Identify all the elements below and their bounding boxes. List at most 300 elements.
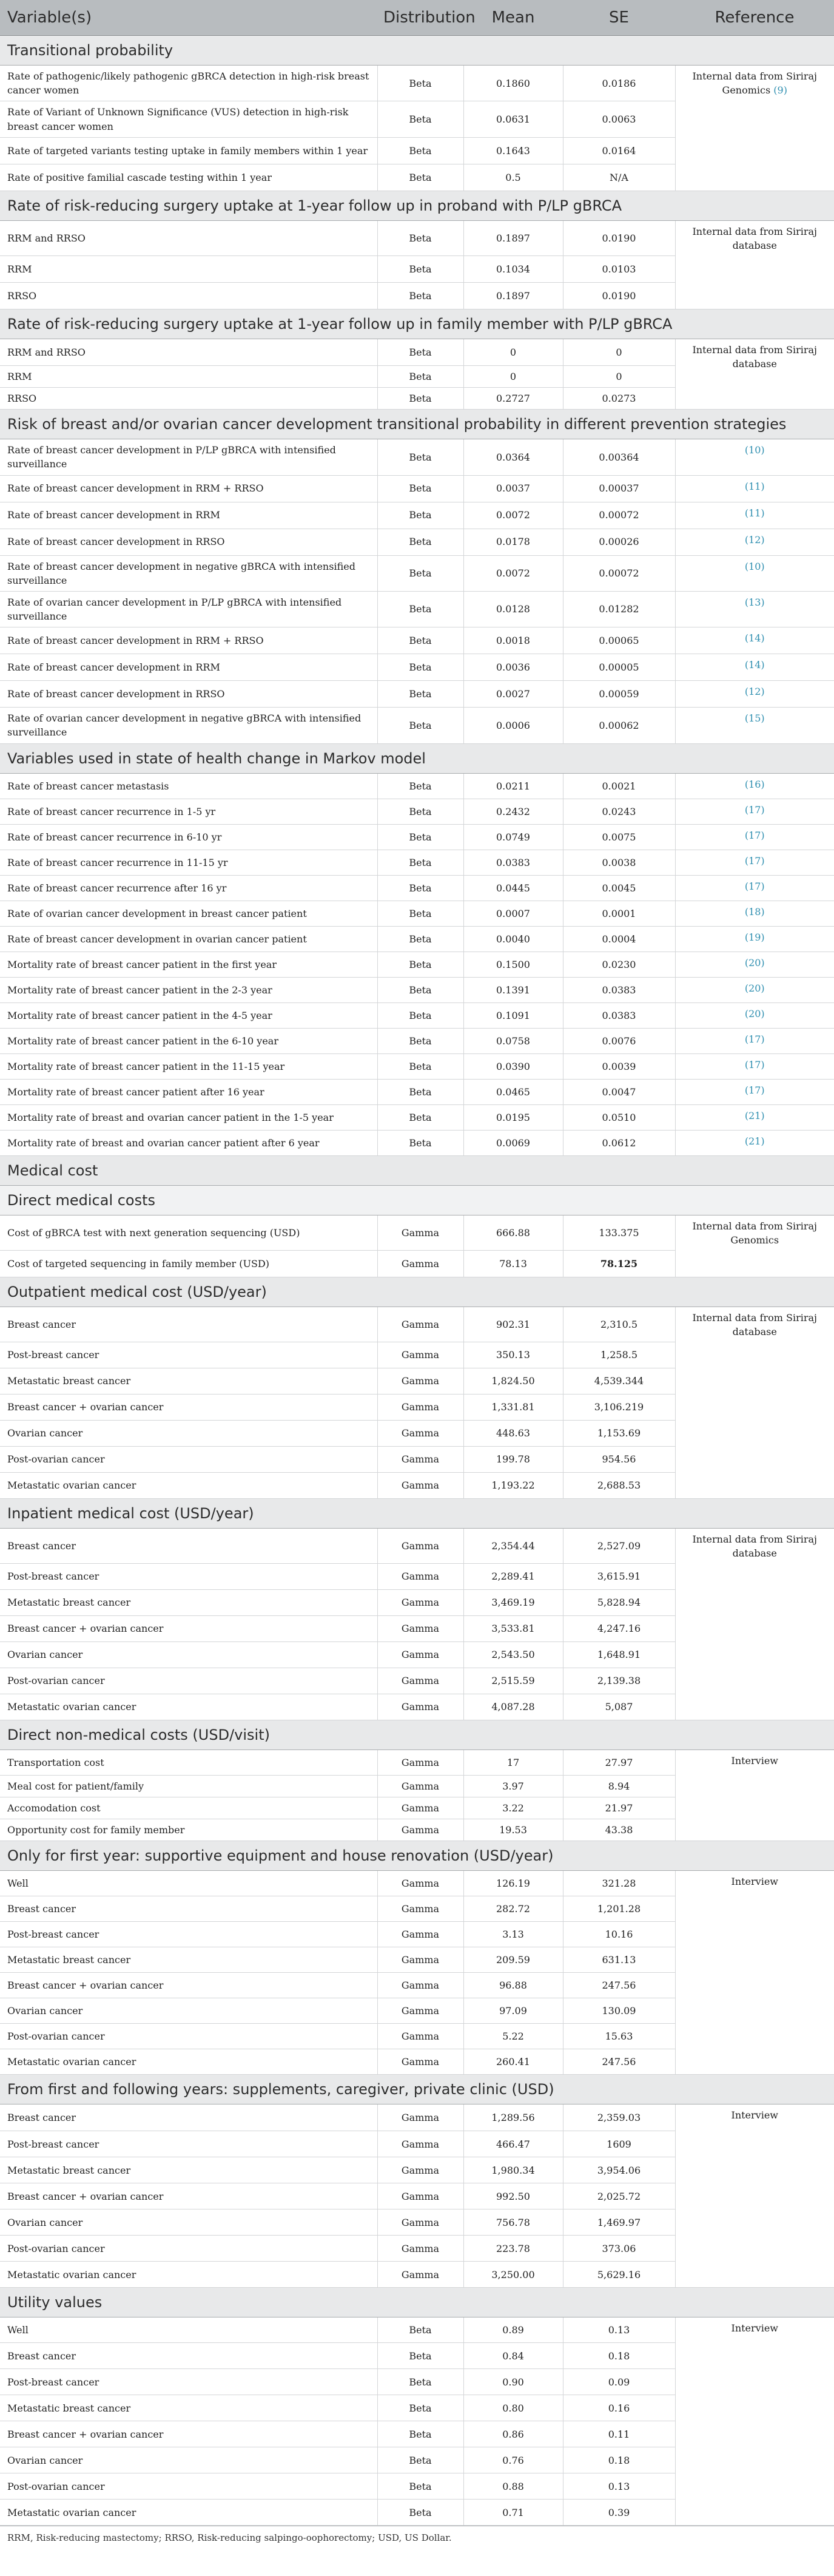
variable-cell: Post-breast cancer — [0, 2131, 377, 2157]
se-cell: 0.0243 — [563, 799, 675, 824]
reference-cell — [675, 850, 834, 875]
mean-cell: 209.59 — [463, 1947, 563, 1973]
se-cell: 0 — [563, 365, 675, 387]
distribution-cell: Beta — [377, 977, 463, 1002]
variable-cell: RRM — [0, 365, 377, 387]
mean-cell: 0.1091 — [463, 1002, 563, 1028]
reference-cell: Internal data from Siriraj Genomics (9) — [675, 66, 834, 191]
reference-cell — [675, 1130, 834, 1155]
variable-cell: Rate of breast cancer development in ovarian cancer patient — [0, 926, 377, 952]
se-cell: 2,310.5 — [563, 1307, 675, 1342]
header-reference: Reference — [675, 0, 834, 36]
distribution-cell: Beta — [377, 824, 463, 850]
section-title: Medical cost — [0, 1155, 834, 1185]
variable-cell: Rate of breast cancer development in negative gBRCA with intensified surveillance — [0, 555, 377, 591]
table-row — [0, 654, 834, 681]
mean-cell: 282.72 — [463, 1896, 563, 1922]
distribution-cell: Beta — [377, 164, 463, 191]
se-cell: 0.0510 — [563, 1104, 675, 1130]
citation-link[interactable]: (21) — [744, 1135, 765, 1147]
citation-link[interactable]: (17) — [744, 1033, 765, 1045]
mean-cell: 0.0072 — [463, 502, 563, 529]
se-cell: 1609 — [563, 2131, 675, 2157]
mean-cell: 0.90 — [463, 2369, 563, 2395]
mean-cell: 1,193.22 — [463, 1472, 563, 1498]
variable-cell: Rate of ovarian cancer development in negative gBRCA with intensified surveillance — [0, 708, 377, 743]
distribution-cell: Gamma — [377, 1307, 463, 1342]
mean-cell: 0.0007 — [463, 901, 563, 926]
distribution-cell: Gamma — [377, 1694, 463, 1720]
se-cell: 21.97 — [563, 1797, 675, 1819]
variable-cell: Rate of breast cancer development in RRM + RRSO — [0, 627, 377, 654]
reference-cell — [675, 952, 834, 977]
distribution-cell: Beta — [377, 282, 463, 309]
table-row — [0, 220, 834, 255]
reference-cell — [675, 439, 834, 475]
variable-cell: Transportation cost — [0, 1749, 377, 1775]
distribution-cell: Gamma — [377, 1250, 463, 1277]
se-cell: 2,359.03 — [563, 2104, 675, 2131]
mean-cell: 1,289.56 — [463, 2104, 563, 2131]
variable-cell: Post-breast cancer — [0, 2369, 377, 2395]
distribution-cell: Beta — [377, 2343, 463, 2369]
distribution-cell: Beta — [377, 101, 463, 137]
variable-cell: Mortality rate of breast cancer patient in the 11-15 year — [0, 1053, 377, 1079]
variable-cell: Post-ovarian cancer — [0, 2473, 377, 2500]
variable-cell: Rate of positive familial cascade testing within 1 year — [0, 164, 377, 191]
distribution-cell: Gamma — [377, 1589, 463, 1615]
distribution-cell: Gamma — [377, 1615, 463, 1641]
distribution-cell: Beta — [377, 502, 463, 529]
distribution-cell: Gamma — [377, 1896, 463, 1922]
distribution-cell: Beta — [377, 1079, 463, 1104]
mean-cell: 126.19 — [463, 1871, 563, 1896]
se-cell: 0.0190 — [563, 282, 675, 309]
se-cell: 0.0383 — [563, 977, 675, 1002]
reference-cell: Internal data from Siriraj database — [675, 1528, 834, 1720]
reference-cell — [675, 529, 834, 555]
citation-link[interactable]: (17) — [744, 880, 765, 892]
mean-cell: 0.0006 — [463, 708, 563, 743]
variable-cell: Post-ovarian cancer — [0, 1446, 377, 1472]
distribution-cell: Gamma — [377, 2183, 463, 2209]
table-row — [0, 1749, 834, 1775]
mean-cell: 0.1860 — [463, 66, 563, 101]
variable-cell: Breast cancer + ovarian cancer — [0, 1615, 377, 1641]
se-cell: 5,629.16 — [563, 2262, 675, 2288]
reference-cell: Internal data from Siriraj Genomics — [675, 1215, 834, 1277]
variable-cell: Accomodation cost — [0, 1797, 377, 1819]
reference-cell — [675, 926, 834, 952]
table-row — [0, 875, 834, 901]
citation-link[interactable]: (10) — [744, 560, 765, 572]
distribution-cell: Beta — [377, 66, 463, 101]
mean-cell: 0.1034 — [463, 255, 563, 282]
mean-cell: 96.88 — [463, 1973, 563, 1998]
variable-cell: Breast cancer — [0, 2104, 377, 2131]
reference-cell — [675, 1028, 834, 1053]
section-header — [0, 1155, 834, 1185]
table-row — [0, 555, 834, 591]
citation-link[interactable]: (19) — [744, 931, 765, 943]
distribution-cell: Gamma — [377, 1947, 463, 1973]
reference-cell: Interview — [675, 1749, 834, 1841]
citation-link[interactable]: (20) — [744, 956, 765, 969]
se-cell: 321.28 — [563, 1871, 675, 1896]
distribution-cell: Beta — [377, 2421, 463, 2447]
reference-cell: Internal data from Siriraj database — [675, 220, 834, 309]
variable-cell: Post-breast cancer — [0, 1563, 377, 1589]
table-row — [0, 1871, 834, 1896]
citation-link[interactable]: (15) — [744, 712, 765, 725]
se-cell: 0.00059 — [563, 681, 675, 708]
distribution-cell: Gamma — [377, 1446, 463, 1472]
mean-cell: 2,515.59 — [463, 1668, 563, 1694]
distribution-cell: Beta — [377, 339, 463, 365]
se-cell: 0.0021 — [563, 773, 675, 799]
se-cell: 631.13 — [563, 1947, 675, 1973]
variable-cell: Cost of gBRCA test with next generation sequencing (USD) — [0, 1215, 377, 1250]
se-cell: 133.375 — [563, 1215, 675, 1250]
header-mean: Mean — [463, 0, 563, 36]
reference-cell: Internal data from Siriraj database — [675, 339, 834, 409]
table-row — [0, 1215, 834, 1250]
distribution-cell: Gamma — [377, 1749, 463, 1775]
citation-link[interactable]: (12) — [744, 686, 765, 698]
reference-cell: Interview — [675, 2104, 834, 2288]
distribution-cell: Gamma — [377, 1394, 463, 1420]
reference-cell — [675, 1079, 834, 1104]
mean-cell: 0.0037 — [463, 475, 563, 502]
se-cell: 0.0612 — [563, 1130, 675, 1155]
variable-cell: Rate of breast cancer development in RRSO — [0, 681, 377, 708]
variable-cell: Post-ovarian cancer — [0, 1668, 377, 1694]
table-row — [0, 708, 834, 743]
variable-cell: Post-ovarian cancer — [0, 2024, 377, 2049]
table-row — [0, 339, 834, 365]
mean-cell: 0.0364 — [463, 439, 563, 475]
mean-cell: 17 — [463, 1749, 563, 1775]
table-row — [0, 773, 834, 799]
variable-cell: Rate of Variant of Unknown Significance (VUS) detection in high-risk breast cancer women — [0, 101, 377, 137]
mean-cell: 3,469.19 — [463, 1589, 563, 1615]
se-cell: 0.13 — [563, 2473, 675, 2500]
mean-cell: 4,087.28 — [463, 1694, 563, 1720]
section-title: Risk of breast and/or ovarian cancer development transitional probability in different prevention strategies — [0, 410, 834, 439]
se-cell: 2,527.09 — [563, 1528, 675, 1563]
se-cell: 1,153.69 — [563, 1420, 675, 1446]
mean-cell: 0.0128 — [463, 591, 563, 627]
variable-cell: Metastatic ovarian cancer — [0, 1472, 377, 1498]
reference-cell — [675, 708, 834, 743]
distribution-cell: Beta — [377, 926, 463, 952]
citation-link[interactable]: (20) — [744, 982, 765, 994]
distribution-cell: Beta — [377, 137, 463, 164]
citation-link[interactable]: (17) — [744, 854, 765, 867]
se-cell: 0.09 — [563, 2369, 675, 2395]
reference-cell: Interview — [675, 1871, 834, 2075]
se-cell: 5,087 — [563, 1694, 675, 1720]
variable-cell: Ovarian cancer — [0, 1641, 377, 1668]
distribution-cell: Beta — [377, 681, 463, 708]
distribution-cell: Beta — [377, 2317, 463, 2343]
table-row — [0, 952, 834, 977]
se-cell: 3,615.91 — [563, 1563, 675, 1589]
section-header — [0, 2288, 834, 2317]
variable-cell: Well — [0, 1871, 377, 1896]
table-row — [0, 850, 834, 875]
variable-cell: Metastatic breast cancer — [0, 1589, 377, 1615]
section-title: Rate of risk-reducing surgery uptake at 1-year follow up in family member with P/LP gBRCA — [0, 309, 834, 339]
mean-cell: 0.0465 — [463, 1079, 563, 1104]
se-cell: 3,106.219 — [563, 1394, 675, 1420]
citation-link[interactable]: (17) — [744, 829, 765, 841]
section-header — [0, 36, 834, 66]
section-title: Outpatient medical cost (USD/year) — [0, 1277, 834, 1307]
se-cell: 0.0103 — [563, 255, 675, 282]
mean-cell: 1,824.50 — [463, 1368, 563, 1394]
se-cell: 1,469.97 — [563, 2209, 675, 2236]
mean-cell: 0.0178 — [463, 529, 563, 555]
table-row — [0, 439, 834, 475]
mean-cell: 0.0072 — [463, 555, 563, 591]
reference-cell — [675, 627, 834, 654]
mean-cell: 199.78 — [463, 1446, 563, 1472]
se-cell: 373.06 — [563, 2236, 675, 2262]
citation-link[interactable]: (17) — [744, 1084, 765, 1096]
variable-cell: RRSO — [0, 387, 377, 409]
table-row — [0, 1104, 834, 1130]
reference-cell — [675, 681, 834, 708]
se-cell: 0.0164 — [563, 137, 675, 164]
mean-cell: 19.53 — [463, 1819, 563, 1841]
variable-cell: Breast cancer + ovarian cancer — [0, 2183, 377, 2209]
se-cell: 0.0004 — [563, 926, 675, 952]
variable-cell: Ovarian cancer — [0, 1420, 377, 1446]
table-header — [0, 0, 834, 36]
se-cell: 0.00072 — [563, 555, 675, 591]
distribution-cell: Beta — [377, 1130, 463, 1155]
variable-cell: Cost of targeted sequencing in family member (USD) — [0, 1250, 377, 1277]
se-cell: 247.56 — [563, 1973, 675, 1998]
distribution-cell: Beta — [377, 850, 463, 875]
section-title: Utility values — [0, 2288, 834, 2317]
variable-cell: Rate of breast cancer recurrence after 16 yr — [0, 875, 377, 901]
table-row — [0, 824, 834, 850]
variable-cell: Opportunity cost for family member — [0, 1819, 377, 1841]
variable-cell: Mortality rate of breast cancer patient in the 6-10 year — [0, 1028, 377, 1053]
section-header — [0, 309, 834, 339]
citation-link[interactable]: (20) — [744, 1007, 765, 1019]
variable-cell: Breast cancer — [0, 2343, 377, 2369]
variable-cell: Well — [0, 2317, 377, 2343]
citation-link[interactable]: (17) — [744, 803, 765, 816]
variable-cell: Breast cancer — [0, 1307, 377, 1342]
mean-cell: 0.1500 — [463, 952, 563, 977]
mean-cell: 666.88 — [463, 1215, 563, 1250]
distribution-cell: Beta — [377, 475, 463, 502]
section-title: From first and following years: supplements, caregiver, private clinic (USD) — [0, 2075, 834, 2104]
mean-cell: 992.50 — [463, 2183, 563, 2209]
se-cell: 0.39 — [563, 2500, 675, 2526]
reference-cell — [675, 591, 834, 627]
section-header — [0, 410, 834, 439]
table-row — [0, 1002, 834, 1028]
citation-link[interactable]: (9) — [773, 84, 787, 96]
table-row — [0, 977, 834, 1002]
se-cell: 0.00072 — [563, 502, 675, 529]
mean-cell: 0.2432 — [463, 799, 563, 824]
citation-link[interactable]: (13) — [744, 596, 765, 608]
variable-cell: RRM and RRSO — [0, 339, 377, 365]
distribution-cell: Gamma — [377, 1215, 463, 1250]
citation-link[interactable]: (14) — [744, 632, 765, 644]
se-cell: 0.0047 — [563, 1079, 675, 1104]
distribution-cell: Gamma — [377, 1420, 463, 1446]
se-cell: 1,258.5 — [563, 1342, 675, 1368]
mean-cell: 0.1897 — [463, 282, 563, 309]
distribution-cell: Gamma — [377, 1528, 463, 1563]
variable-cell: Rate of pathogenic/likely pathogenic gBRCA detection in high-risk breast cancer women — [0, 66, 377, 101]
table-row — [0, 2317, 834, 2343]
variable-cell: Meal cost for patient/family — [0, 1775, 377, 1797]
table-row — [0, 901, 834, 926]
se-cell: 0.0075 — [563, 824, 675, 850]
section-title: Inpatient medical cost (USD/year) — [0, 1498, 834, 1528]
variable-cell: RRM and RRSO — [0, 220, 377, 255]
mean-cell: 902.31 — [463, 1307, 563, 1342]
distribution-cell: Gamma — [377, 2131, 463, 2157]
distribution-cell: Gamma — [377, 2157, 463, 2183]
mean-cell: 0.0195 — [463, 1104, 563, 1130]
mean-cell: 2,543.50 — [463, 1641, 563, 1668]
se-cell: 0.00005 — [563, 654, 675, 681]
section-title: Direct medical costs — [0, 1185, 834, 1215]
section-header — [0, 1277, 834, 1307]
section-header — [0, 191, 834, 220]
citation-link[interactable]: (10) — [744, 444, 765, 456]
se-cell: 0.0190 — [563, 220, 675, 255]
mean-cell: 3,533.81 — [463, 1615, 563, 1641]
variable-cell: Rate of breast cancer development in RRM — [0, 502, 377, 529]
citation-link[interactable]: (18) — [744, 905, 765, 918]
se-cell: 5,828.94 — [563, 1589, 675, 1615]
variable-cell: Rate of breast cancer development in RRSO — [0, 529, 377, 555]
se-cell: 1,201.28 — [563, 1896, 675, 1922]
variable-cell: Breast cancer + ovarian cancer — [0, 1394, 377, 1420]
distribution-cell: Beta — [377, 654, 463, 681]
citation-link[interactable]: (11) — [744, 507, 765, 519]
variable-cell: Ovarian cancer — [0, 1998, 377, 2024]
distribution-cell: Gamma — [377, 1871, 463, 1896]
table-row — [0, 529, 834, 555]
section-title: Variables used in state of health change in Markov model — [0, 743, 834, 773]
distribution-cell: Beta — [377, 952, 463, 977]
variable-cell: Post-ovarian cancer — [0, 2236, 377, 2262]
table-row — [0, 1307, 834, 1342]
reference-cell: Internal data from Siriraj database — [675, 1307, 834, 1498]
distribution-cell: Beta — [377, 591, 463, 627]
table-row — [0, 627, 834, 654]
mean-cell: 756.78 — [463, 2209, 563, 2236]
mean-cell: 0.0445 — [463, 875, 563, 901]
mean-cell: 0.0027 — [463, 681, 563, 708]
se-cell: 0.00364 — [563, 439, 675, 475]
distribution-cell: Beta — [377, 1002, 463, 1028]
citation-link[interactable]: (21) — [744, 1109, 765, 1121]
distribution-cell: Gamma — [377, 2104, 463, 2131]
variable-cell: Mortality rate of breast cancer patient after 16 year — [0, 1079, 377, 1104]
mean-cell: 0.0758 — [463, 1028, 563, 1053]
variable-cell: Breast cancer + ovarian cancer — [0, 2421, 377, 2447]
table-row — [0, 1028, 834, 1053]
section-header — [0, 1498, 834, 1528]
distribution-cell: Beta — [377, 799, 463, 824]
distribution-cell: Gamma — [377, 1668, 463, 1694]
mean-cell: 0.0036 — [463, 654, 563, 681]
citation-link[interactable]: (11) — [744, 480, 765, 492]
reference-cell: Interview — [675, 2317, 834, 2526]
reference-cell — [675, 502, 834, 529]
distribution-cell: Beta — [377, 2369, 463, 2395]
se-cell: 15.63 — [563, 2024, 675, 2049]
distribution-cell: Gamma — [377, 1342, 463, 1368]
distribution-cell: Beta — [377, 365, 463, 387]
distribution-cell: Gamma — [377, 1368, 463, 1394]
reference-cell — [675, 654, 834, 681]
table-row — [0, 591, 834, 627]
table-row — [0, 1079, 834, 1104]
se-cell: 0.0038 — [563, 850, 675, 875]
citation-link[interactable]: (17) — [744, 1058, 765, 1070]
variable-cell: Rate of breast cancer development in RRM + RRSO — [0, 475, 377, 502]
table-row — [0, 66, 834, 101]
citation-link[interactable]: (12) — [744, 533, 765, 546]
mean-cell: 3,250.00 — [463, 2262, 563, 2288]
mean-cell: 448.63 — [463, 1420, 563, 1446]
reference-cell — [675, 901, 834, 926]
variable-cell: Rate of ovarian cancer development in P/LP gBRCA with intensified surveillance — [0, 591, 377, 627]
mean-cell: 78.13 — [463, 1250, 563, 1277]
mean-cell: 0.1391 — [463, 977, 563, 1002]
variable-cell: Metastatic breast cancer — [0, 2157, 377, 2183]
distribution-cell: Beta — [377, 2500, 463, 2526]
distribution-cell: Gamma — [377, 1472, 463, 1498]
variable-cell: Metastatic ovarian cancer — [0, 2262, 377, 2288]
citation-link[interactable]: (14) — [744, 659, 765, 671]
distribution-cell: Beta — [377, 1053, 463, 1079]
se-cell: 10.16 — [563, 1922, 675, 1947]
variable-cell: Rate of breast cancer metastasis — [0, 773, 377, 799]
variable-cell: Metastatic breast cancer — [0, 1368, 377, 1394]
distribution-cell: Gamma — [377, 1973, 463, 1998]
mean-cell: 0.0631 — [463, 101, 563, 137]
citation-link[interactable]: (16) — [744, 778, 765, 790]
variable-cell: RRM — [0, 255, 377, 282]
distribution-cell: Beta — [377, 2473, 463, 2500]
variable-cell: Metastatic ovarian cancer — [0, 2049, 377, 2075]
section-header — [0, 1185, 834, 1215]
se-cell: 0.0076 — [563, 1028, 675, 1053]
distribution-cell: Beta — [377, 220, 463, 255]
mean-cell: 466.47 — [463, 2131, 563, 2157]
header-distribution: Distribution — [377, 0, 463, 36]
table-row — [0, 799, 834, 824]
distribution-cell: Beta — [377, 875, 463, 901]
variable-cell: Breast cancer — [0, 1528, 377, 1563]
mean-cell: 0 — [463, 339, 563, 365]
variable-cell: Mortality rate of breast cancer patient in the 4-5 year — [0, 1002, 377, 1028]
